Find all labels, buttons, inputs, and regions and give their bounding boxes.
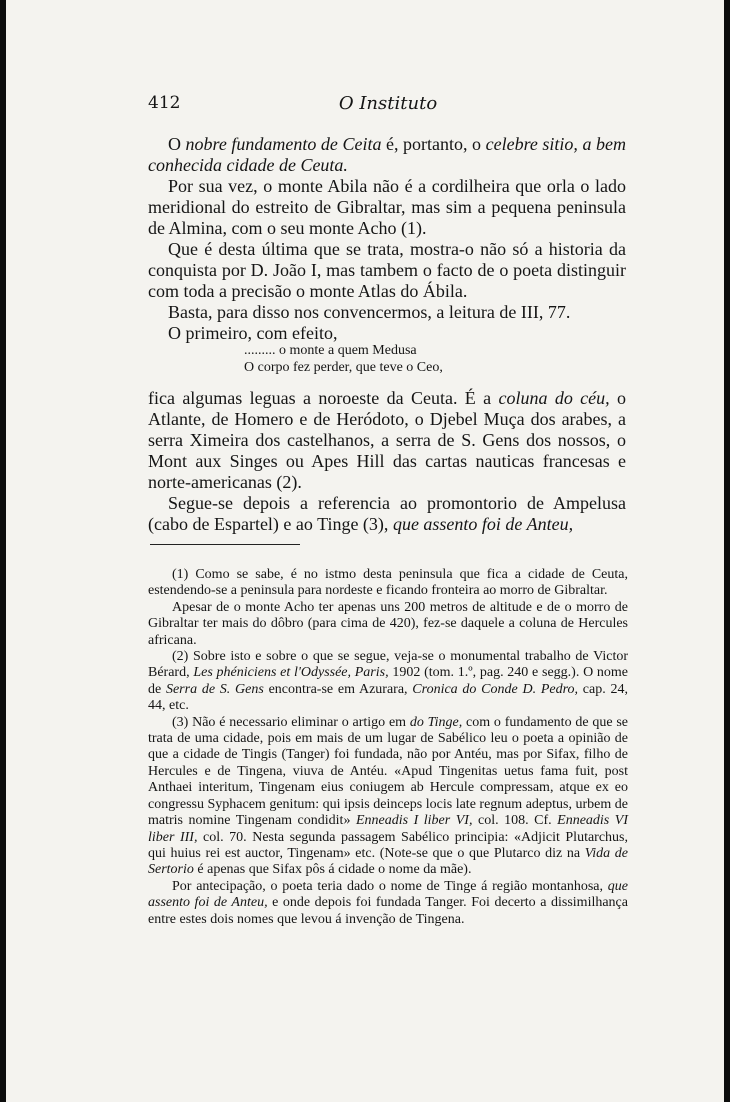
text-run: Por sua vez, o monte Abila não é a cordilheira que orla o lado meridional do estreito de Gibraltar, mas sim a pequena peninsula de Almina, com o seu monte Acho (1). [148, 176, 626, 238]
italic-text: celebre sitio, a bem conhecida cidade de Ceuta. [148, 134, 626, 175]
scan-edge-left [0, 0, 6, 1102]
italic-text: do Tinge, [409, 714, 463, 730]
italic-text: Serra de S. Gens [165, 681, 264, 697]
footnote-rule [150, 544, 300, 545]
text-run: (1) Como se sabe, é no istmo desta peninsula que fica a cidade de Ceuta, estendendo-se a peninsula para nordeste e ficando fronteira ao morro de Gibraltar. [148, 567, 628, 599]
text-run: Que é desta última que se trata, mostra-o não só a historia da conquista por D. João I, mas tambem o facto de o poeta distinguir com toda a precisão o monte Atlas do Ábila. [148, 239, 626, 301]
text-run: Segue-se depois a referencia ao promontorio de Ampelusa (cabo de Espartel) e ao Tinge (3), [148, 493, 626, 534]
italic-text: Vida de Sertorio [148, 845, 628, 878]
running-title: O Instituto [338, 93, 438, 114]
paragraph [148, 239, 626, 302]
paragraph [148, 388, 626, 493]
main-text [148, 134, 626, 344]
italic-text: Enneadis VI liber III, [148, 813, 628, 845]
verse-line: O corpo fez perder, que teve o Ceo, [244, 360, 443, 375]
text-run: fica algumas leguas a noroeste da Ceuta. É a [148, 388, 499, 408]
text-run: é, portanto, o [381, 134, 486, 154]
footnote [148, 567, 628, 600]
text-run: Por antecipação, o poeta teria dado o nome de Tinge á região montanhosa, [172, 878, 608, 894]
text-run: o Atlante, de Homero e de Heródoto, o Djebel Muça dos arabes, a serra Ximeira dos castelhanos, a serra de S. Gens dos nossos, o Mont aux Singes ou Apes Hill das cartas nauticas francesas e norte-americanas (2). [148, 388, 627, 492]
italic-text: que assento foi de Anteu, [392, 514, 574, 534]
text-run: encontra-se em Azurara, [263, 681, 413, 697]
italic-text: nobre fundamento de Ceita [185, 134, 382, 154]
text-run: e onde depois foi fundada Tanger. Foi decerto a dissimilhança entre estes dois nomes que levou á invenção de Tingena. [148, 895, 628, 927]
main-text-continued [148, 388, 626, 535]
footnote [148, 649, 628, 715]
verse-quote [244, 342, 443, 376]
page-header [148, 93, 628, 117]
footnote [148, 715, 628, 879]
text-run: é apenas que Sifax pôs á cidade o nome da mãe). [193, 862, 472, 878]
scan-edge-right [724, 0, 730, 1102]
italic-text: Cronica do Conde D. Pedro, [412, 681, 579, 697]
text-run: 1902 (tom. 1.º, pag. 240 e segg.). O nome de [148, 665, 629, 697]
text-run: com o fundamento de que se trata de uma cidade, pois em mais de um lugar de Sabélico leu o poeta a opinião de que a cidade de Tingis (Tanger) foi fundada, não por Antéu, mas por Sifax, filho de Hercules e de Tingena, viuva de Antéu. «Apud Tingenitas uetus fama fuit, post Anthaei interitum, Tingenam eius coniugem ab Hercule compressam, atque ex eo congressu Syphacem genitum: qui ipsis deinceps locis late regnum adeptus, urbem de matris nomine Tingenam condidit» [148, 714, 629, 829]
italic-text: Enneadis I liber VI, [355, 813, 473, 829]
footnote [148, 600, 628, 649]
verse-line: ......... o monte a quem Medusa [244, 343, 417, 358]
text-run: Basta, para disso nos convencermos, a leitura de III, 77. [168, 302, 571, 322]
text-run: cap. 24, 44, etc. [148, 681, 628, 714]
italic-text: Les phéniciens et l'Odyssée, Paris, [193, 665, 389, 681]
paragraph [148, 176, 626, 239]
text-run: (2) Sobre isto e sobre o que se segue, veja-se o monumental trabalho de Victor Bérard, [148, 649, 628, 681]
paragraph [148, 302, 626, 323]
text-run: (3) Não é necessario eliminar o artigo em [172, 714, 410, 730]
text-run: col. 108. Cf. [472, 813, 558, 829]
footnote [148, 879, 628, 928]
italic-text: coluna do céu, [498, 388, 610, 408]
page-number: 412 [148, 93, 181, 113]
footnotes [148, 567, 628, 928]
text-run: col. 70. Nesta segunda passagem Sabélico principia: «Adjicit Plutarchus, qui huius rei est auctor, Tingenam» etc. (Note-se que o que Plutarco diz na [148, 829, 629, 861]
paragraph [148, 323, 626, 344]
italic-text: que assento foi de Anteu, [148, 878, 628, 911]
paragraph [148, 493, 626, 535]
text-run: Apesar de o monte Acho ter apenas uns 200 metros de altitude e de o morro de Gibraltar ter mais do dôbro (para cima de 420), fez-se daquele a coluna de Hercules africana. [148, 599, 628, 648]
paragraph [148, 134, 626, 176]
text-run: O primeiro, com efeito, [168, 323, 338, 343]
text-run: O [168, 134, 186, 154]
